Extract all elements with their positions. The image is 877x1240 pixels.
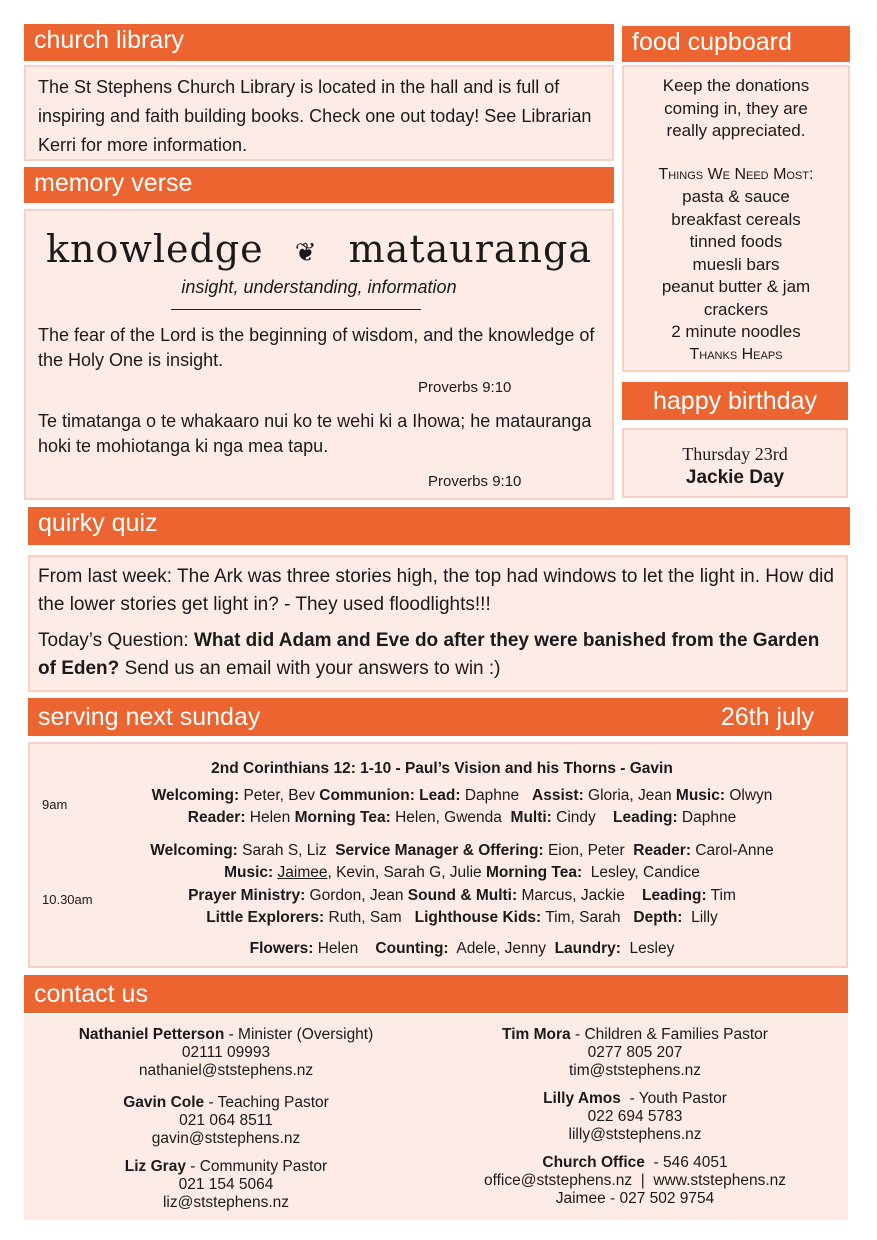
morning-tea-label: Morning Tea: <box>486 864 583 881</box>
food-needs-title: Things We Need Most: <box>658 165 814 183</box>
role-label: Communion: Lead: <box>319 787 461 804</box>
role-label: Morning Tea: <box>294 809 391 826</box>
role-label: Multi: <box>510 809 552 826</box>
quiz-title: quirky quiz <box>38 509 158 537</box>
contact-phone: 02111 09993 <box>181 1044 271 1061</box>
contact-name: Gavin Cole <box>123 1094 205 1111</box>
keyword-maori: matauranga <box>348 227 593 271</box>
ornament-icon: ❦ <box>294 237 318 268</box>
contact-phone: 021 154 5064 <box>178 1176 274 1193</box>
contact-phone: 021 064 8511 <box>179 1112 273 1129</box>
role-label: Music: <box>675 787 726 804</box>
quiz-today-label: Today’s Question: <box>38 630 189 651</box>
keyword-subtitle: insight, understanding, information <box>181 277 457 297</box>
role-names: Cindy <box>551 809 614 826</box>
role-names: Tim <box>706 887 736 904</box>
morning-tea-names: Lesley, Candice <box>582 864 700 881</box>
role-names: Daphne <box>460 787 533 804</box>
contact-role: - Children & Families Pastor <box>570 1026 768 1043</box>
role-names: Lesley <box>620 940 675 957</box>
library-text: The St Stephens Church Library is located in the hall and is full of inspiring and faith building books. Check one out today! See Librarian Kerri for more information. <box>38 77 592 155</box>
contact-name: Liz Gray <box>124 1158 186 1175</box>
contact-email[interactable]: liz@ststephens.nz <box>162 1194 289 1211</box>
role-label: Reader: <box>187 809 246 826</box>
quiz-last-week: From last week: The Ark was three stories high, the top had windows to let the light in. How did the lower stories get light in? - They used floodlights!!! <box>38 566 834 615</box>
keyword-divider <box>171 309 421 310</box>
contact-email[interactable]: tim@ststephens.nz <box>568 1062 702 1079</box>
role-names: Olwyn <box>725 787 773 804</box>
verse-english-ref: Proverbs 9:10 <box>418 379 512 396</box>
quiz-header <box>28 507 850 545</box>
role-names: Helen <box>245 809 295 826</box>
role-names: Helen <box>313 940 376 957</box>
contact-name: Church Office <box>542 1154 645 1171</box>
birthday-name: Jackie Day <box>685 467 785 488</box>
role-names: Daphne <box>677 809 737 826</box>
food-item: tinned foods <box>689 232 783 251</box>
contact-role: - Minister (Oversight) <box>224 1026 374 1043</box>
role-label: Depth: <box>633 909 683 926</box>
role-names: Gloria, Jean <box>583 787 676 804</box>
library-title: church library <box>34 26 185 54</box>
verse-english: The fear of the Lord is the beginning of wisdom, and the knowledge of the Holy One is insight. <box>38 325 595 370</box>
role-label: Prayer Ministry: <box>188 887 306 904</box>
contact-phone: 0277 805 207 <box>587 1044 683 1061</box>
verse-maori-ref: Proverbs 9:10 <box>428 473 522 490</box>
music-jaimee: Jaimee <box>277 864 328 881</box>
memory-keyword <box>26 227 612 271</box>
contact-header <box>24 975 848 1013</box>
music-names: , Kevin, Sarah G, Julie <box>327 864 486 881</box>
quiz-today <box>38 627 838 683</box>
time-1030am: 10.30am <box>42 892 93 907</box>
role-label: Reader: <box>633 842 691 859</box>
role-names: Tim, Sarah <box>541 909 634 926</box>
role-label: Assist: <box>532 787 584 804</box>
food-item: pasta & sauce <box>682 187 790 206</box>
food-content <box>624 67 848 366</box>
role-names: Carol-Anne <box>690 842 774 859</box>
birthday-header <box>622 382 848 420</box>
memory-box <box>24 209 614 500</box>
serving-1030-line-3 <box>30 885 846 908</box>
food-title: food cupboard <box>632 28 792 56</box>
contact-email[interactable]: gavin@ststephens.nz <box>151 1130 301 1147</box>
role-label: Welcoming: <box>150 842 238 859</box>
serving-9am-line-1 <box>30 785 846 808</box>
food-thanks: Thanks Heaps <box>689 345 783 363</box>
contact-office-web[interactable]: office@ststephens.nz | www.ststephens.nz <box>483 1172 787 1189</box>
food-intro: Keep the donations coming in, they are really appreciated. <box>662 76 810 140</box>
food-item: breakfast cereals <box>671 209 801 229</box>
food-item: crackers <box>703 299 769 319</box>
contact-email[interactable]: lilly@ststephens.nz <box>568 1126 702 1143</box>
time-9am: 9am <box>42 797 68 812</box>
contact-email[interactable]: nathaniel@ststephens.nz <box>138 1062 314 1079</box>
serving-sermon: 2nd Corinthians 12: 1-10 - Paul’s Vision and his Thorns - Gavin <box>211 760 673 777</box>
role-names: Sarah S, Liz <box>237 842 336 859</box>
role-names: Ruth, Sam <box>324 909 415 926</box>
library-header <box>24 24 614 61</box>
role-names: Marcus, Jackie <box>517 887 643 904</box>
role-label: Service Manager & Offering: <box>335 842 544 859</box>
memory-header <box>24 167 614 203</box>
music-label: Music: <box>224 864 274 881</box>
serving-1030-line-4 <box>30 907 846 930</box>
contact-name: Lilly Amos <box>543 1090 621 1107</box>
keyword-english: knowledge <box>45 227 264 271</box>
birthday-date: Thursday 23rd <box>682 444 788 464</box>
serving-title: serving next sunday <box>38 703 261 731</box>
role-label: Leading: <box>642 887 707 904</box>
role-label: Sound & Multi: <box>407 887 518 904</box>
serving-header <box>28 698 848 736</box>
food-item: 2 minute noodles <box>671 322 801 341</box>
quiz-box <box>28 555 848 692</box>
contact-role: - Teaching Pastor <box>204 1094 329 1111</box>
contact-office-jaimee: Jaimee - 027 502 9754 <box>555 1190 715 1207</box>
serving-extra-line <box>30 938 846 961</box>
contact-liz <box>40 1158 412 1212</box>
role-label: Counting: <box>375 940 449 957</box>
contact-role: - Community Pastor <box>185 1158 328 1175</box>
serving-1030-line-2 <box>30 862 846 885</box>
serving-box <box>28 742 848 968</box>
contact-nathaniel <box>40 1026 412 1080</box>
role-label: Lighthouse Kids: <box>414 909 542 926</box>
contact-role: - 546 4051 <box>644 1154 728 1171</box>
contact-office <box>440 1154 830 1208</box>
role-names: Lilly <box>682 909 718 926</box>
role-names: Adele, Jenny <box>448 940 555 957</box>
role-names: Eion, Peter <box>543 842 634 859</box>
role-names: Gordon, Jean <box>305 887 408 904</box>
contact-phone: 022 694 5783 <box>587 1108 683 1125</box>
contact-lilly <box>440 1090 830 1144</box>
role-label: Flowers: <box>249 940 314 957</box>
contact-tim <box>440 1026 830 1080</box>
verse-maori: Te timatanga o te whakaaro nui ko te wehi ki a Ihowa; he matauranga hoki te mohiotanga ki nga mea tapu. <box>38 411 592 456</box>
birthday-box <box>622 428 848 498</box>
memory-title: memory verse <box>34 169 193 197</box>
quiz-today-tail: Send us an email with your answers to win :) <box>124 658 501 679</box>
quiz-content <box>30 557 846 683</box>
contact-gavin <box>40 1094 412 1148</box>
quiz-today-question: What did Adam and Eve do after they were banished from the Garden of Eden? <box>38 630 820 679</box>
contact-title: contact us <box>34 980 148 1008</box>
food-item: peanut butter & jam <box>661 277 811 296</box>
role-label: Leading: <box>613 809 678 826</box>
food-header <box>622 26 850 62</box>
contact-name: Tim Mora <box>502 1026 571 1043</box>
role-names: Peter, Bev <box>239 787 320 804</box>
serving-1030-line-1 <box>30 840 846 863</box>
library-box <box>24 65 614 161</box>
role-label: Laundry: <box>554 940 621 957</box>
role-label: Welcoming: <box>151 787 240 804</box>
food-box <box>622 65 850 372</box>
serving-9am-line-2 <box>30 807 846 830</box>
contact-name: Nathaniel Petterson <box>78 1026 225 1043</box>
role-names: Helen, Gwenda <box>390 809 511 826</box>
food-item: muesli bars <box>692 254 780 274</box>
role-label: Little Explorers: <box>206 909 325 926</box>
birthday-title: happy birthday <box>652 387 817 415</box>
contact-role: - Youth Pastor <box>620 1090 727 1107</box>
serving-date: 26th july <box>720 703 814 731</box>
